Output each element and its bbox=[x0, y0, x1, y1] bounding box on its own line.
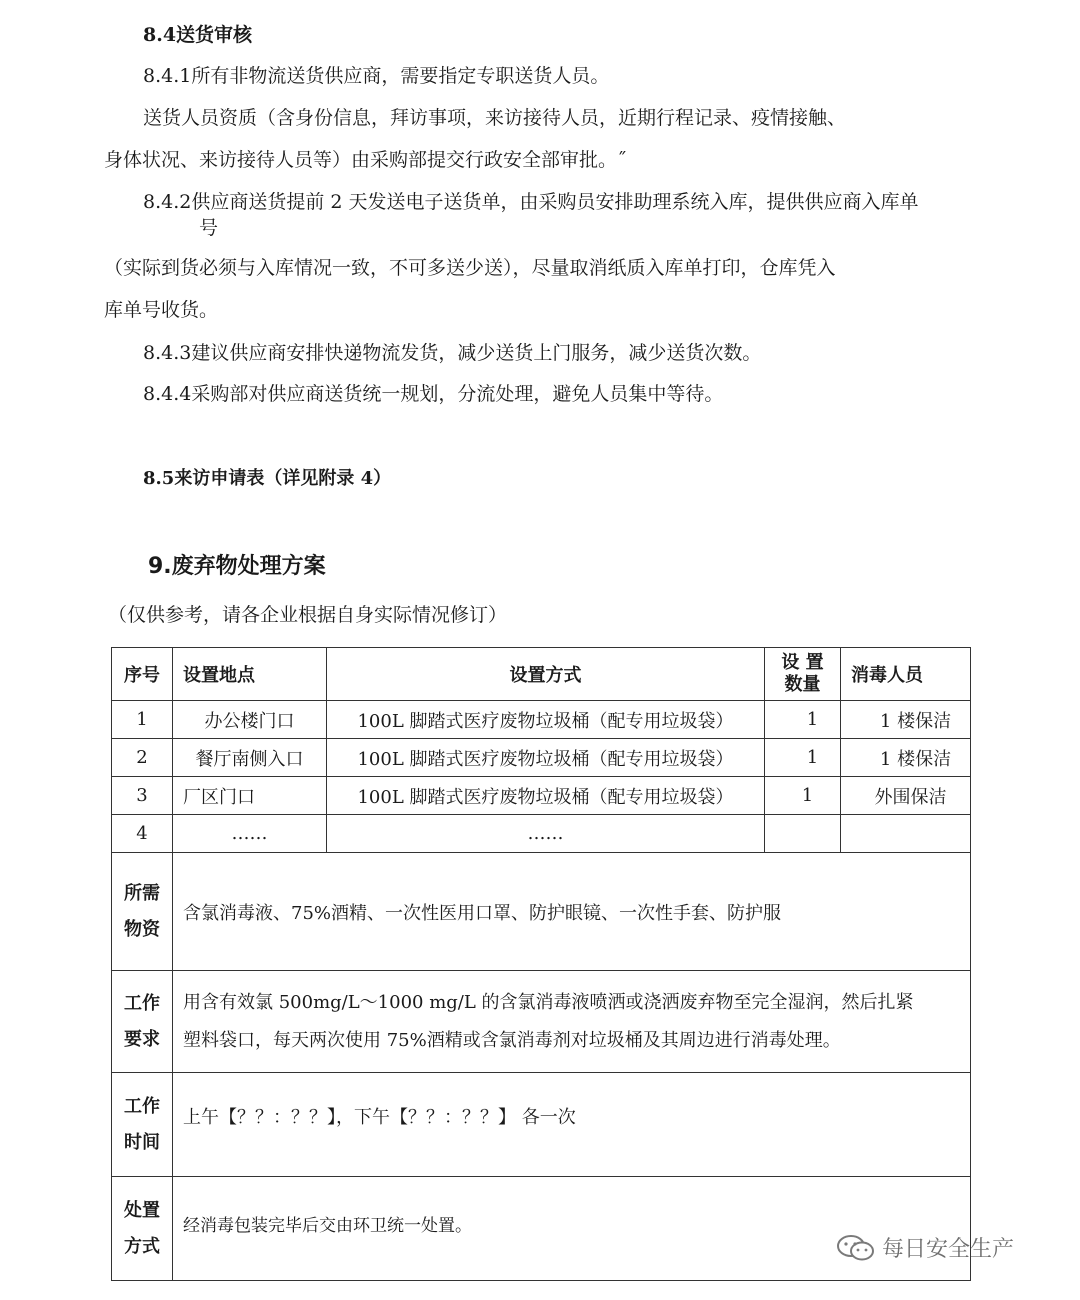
time-row bbox=[112, 1073, 971, 1177]
materials-label-line1: 所需 bbox=[124, 882, 160, 904]
header-method: 设置方式 bbox=[327, 648, 765, 701]
row-location: 厂区门口 bbox=[173, 777, 327, 815]
row-staff: 1 楼保洁 bbox=[841, 701, 971, 739]
table-row bbox=[112, 777, 971, 815]
row-staff: 外围保洁 bbox=[841, 777, 971, 815]
requirements-text-line2: 塑料袋口，每天两次使用 75%酒精或含氯消毒剂对垃圾桶及其周边进行消毒处理。 bbox=[183, 1029, 841, 1051]
requirements-row bbox=[112, 971, 971, 1073]
paragraph-8-4-3: 8.4.3建议供应商安排快递物流发货，减少送货上门服务，减少送货次数。 bbox=[143, 342, 762, 364]
row-method: 100L 脚踏式医疗废物垃圾桶（配专用垃圾袋） bbox=[327, 739, 765, 777]
requirements-label-line2: 要求 bbox=[124, 1028, 160, 1050]
waste-disposal-table bbox=[111, 647, 971, 1281]
requirements-text-line1: 用含有效氯 500mg/L～1000 mg/L 的含氯消毒液喷洒或浇洒废弃物至完全湿润，然后扎紧 bbox=[183, 991, 914, 1013]
materials-label-line2: 物资 bbox=[124, 918, 160, 940]
table-row bbox=[112, 815, 971, 853]
row-no: 4 bbox=[112, 815, 173, 853]
section-8-4-title: 8.4送货审核 bbox=[143, 24, 253, 46]
header-quantity-line2: 数量 bbox=[784, 674, 821, 695]
paragraph-8-4-1: 8.4.1所有非物流送货供应商，需要指定专职送货人员。 bbox=[143, 65, 610, 87]
row-quantity: 1 bbox=[765, 701, 841, 739]
requirements-text bbox=[173, 971, 971, 1073]
watermark bbox=[836, 1232, 1014, 1263]
header-quantity bbox=[765, 648, 841, 701]
disposal-row bbox=[112, 1177, 971, 1281]
paragraph-8-4-4: 8.4.4采购部对供应商送货统一规划，分流处理，避免人员集中等待。 bbox=[143, 383, 724, 405]
time-label-line1: 工作 bbox=[124, 1095, 160, 1117]
section-8-5-title: 8.5来访申请表（详见附录 4） bbox=[143, 468, 392, 489]
table-row bbox=[112, 739, 971, 777]
section-9-title: 9.废弃物处理方案 bbox=[148, 554, 326, 579]
row-quantity bbox=[765, 815, 841, 853]
paragraph-8-4-2-line4: 库单号收货。 bbox=[104, 299, 219, 321]
wechat-icon bbox=[836, 1233, 876, 1263]
row-staff: 1 楼保洁 bbox=[841, 739, 971, 777]
section-9-note: （仅供参考，请各企业根据自身实际情况修订） bbox=[108, 604, 508, 626]
row-method: 100L 脚踏式医疗废物垃圾桶（配专用垃圾袋） bbox=[327, 777, 765, 815]
row-location: 办公楼门口 bbox=[173, 701, 327, 739]
disposal-label bbox=[112, 1177, 173, 1281]
paragraph-qualification-line2: 身体状况、来访接待人员等）由采购部提交行政安全部审批。˝ bbox=[104, 149, 627, 171]
requirements-label bbox=[112, 971, 173, 1073]
row-no: 3 bbox=[112, 777, 173, 815]
header-location: 设置地点 bbox=[173, 648, 327, 701]
table-row bbox=[112, 701, 971, 739]
row-no: 2 bbox=[112, 739, 173, 777]
header-quantity-line1: 设 置 bbox=[781, 652, 824, 673]
materials-row bbox=[112, 853, 971, 971]
header-disinfection-staff: 消毒人员 bbox=[841, 648, 971, 701]
row-quantity: 1 bbox=[765, 739, 841, 777]
row-no: 1 bbox=[112, 701, 173, 739]
materials-text: 含氯消毒液、75%酒精、一次性医用口罩、防护眼镜、一次性手套、防护服 bbox=[173, 853, 971, 971]
paragraph-8-4-2-line3: （实际到货必须与入库情况一致，不可多送少送），尽量取消纸质入库单打印，仓库凭入 bbox=[104, 257, 836, 279]
row-staff bbox=[841, 815, 971, 853]
row-method: 100L 脚踏式医疗废物垃圾桶（配专用垃圾袋） bbox=[327, 701, 765, 739]
materials-label bbox=[112, 853, 173, 971]
row-location: 餐厅南侧入口 bbox=[173, 739, 327, 777]
paragraph-8-4-2-line2: 号 bbox=[199, 217, 219, 239]
paragraph-8-4-2-line1: 8.4.2供应商送货提前 2 天发送电子送货单，由采购员安排助理系统入库，提供供应商入库单 bbox=[143, 191, 919, 213]
disposal-label-line2: 方式 bbox=[124, 1235, 160, 1257]
row-method: …… bbox=[327, 815, 765, 853]
paragraph-qualification-line1: 送货人员资质（含身份信息，拜访事项，来访接待人员，近期行程记录、疫情接触、 bbox=[143, 107, 847, 129]
time-label bbox=[112, 1073, 173, 1177]
row-quantity: 1 bbox=[765, 777, 841, 815]
time-text: 上午【？？：？？】，下午【？？：？？】 各一次 bbox=[173, 1073, 971, 1177]
row-location: …… bbox=[173, 815, 327, 853]
watermark-text: 每日安全生产 bbox=[882, 1237, 1015, 1262]
requirements-label-line1: 工作 bbox=[124, 992, 160, 1014]
header-no: 序号 bbox=[112, 648, 173, 701]
table-header-row bbox=[112, 648, 971, 701]
disposal-text: 经消毒包装完毕后交由环卫统一处置。 bbox=[173, 1177, 971, 1281]
time-label-line2: 时间 bbox=[124, 1131, 160, 1153]
disposal-label-line1: 处置 bbox=[124, 1199, 160, 1221]
